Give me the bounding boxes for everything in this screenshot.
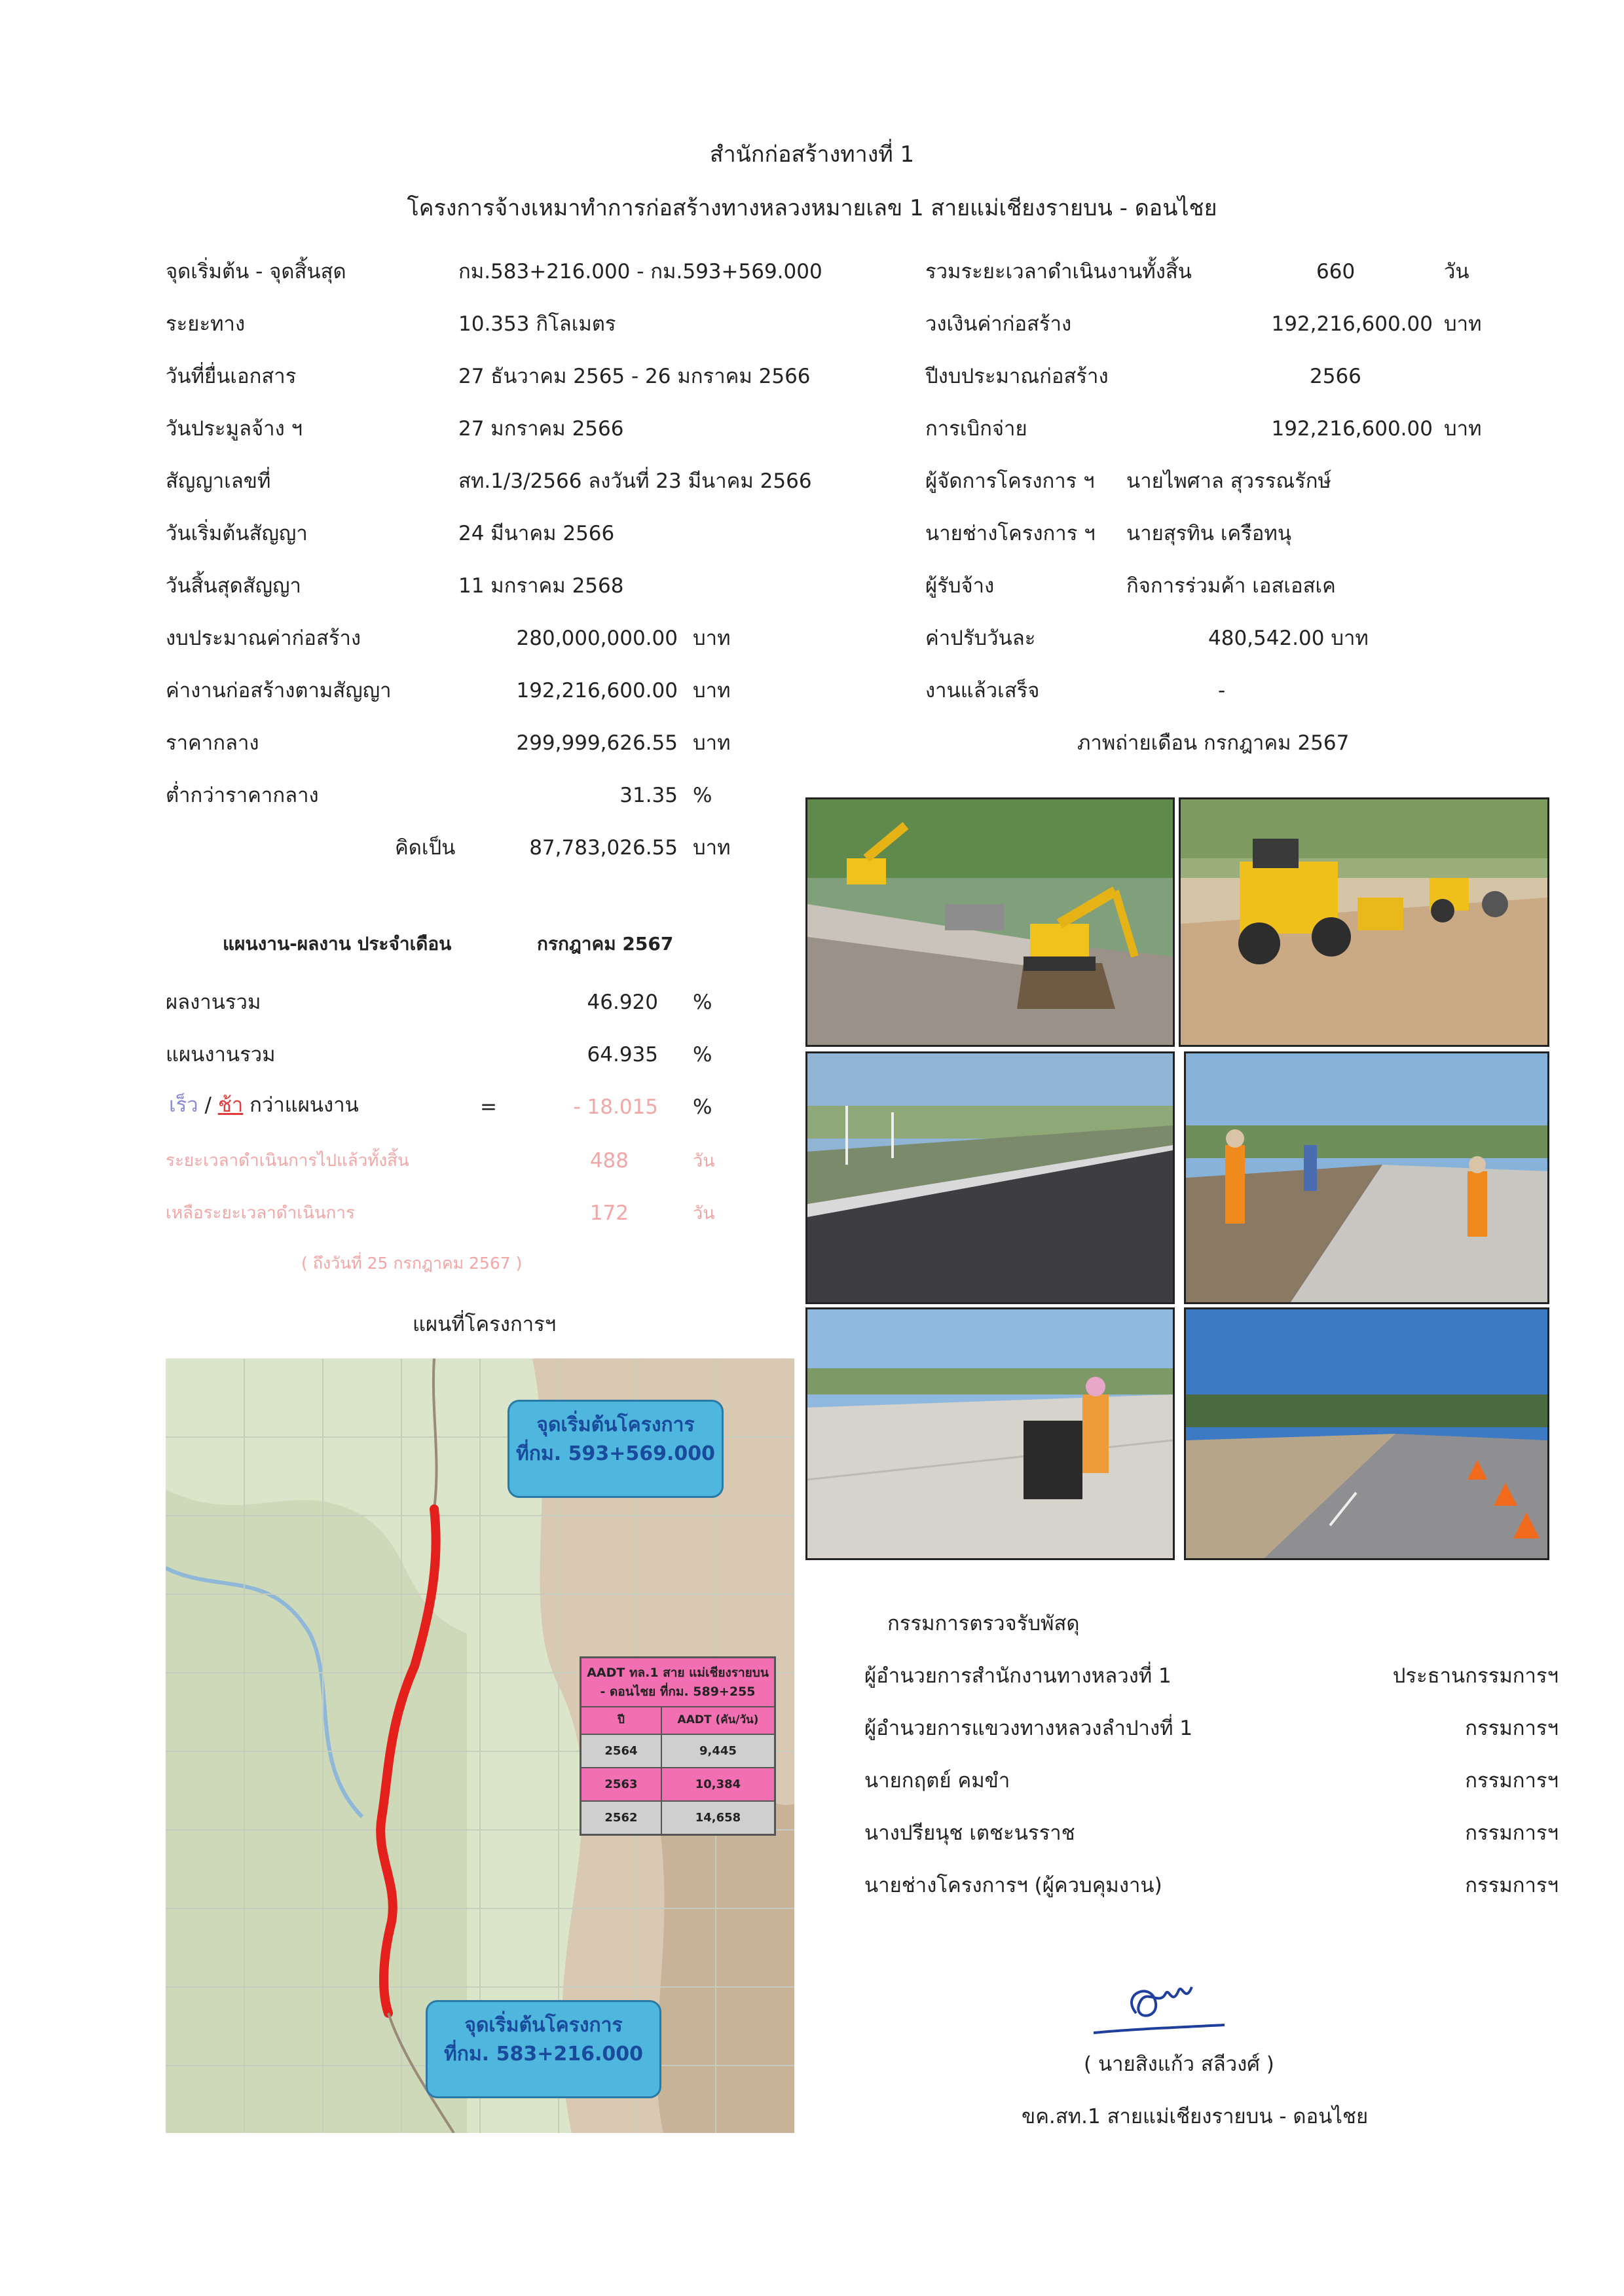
right-info-value: 2566 <box>1310 365 1361 388</box>
info-value: 11 มกราคม 2568 <box>458 574 624 598</box>
info-value: 10.353 กิโลเมตร <box>458 312 616 336</box>
progress-label: แผนงานรวม <box>166 1043 276 1066</box>
right-info-label: ค่าปรับวันละ <box>925 627 1036 650</box>
budget-unit: บาท <box>693 679 731 702</box>
right-info-label: ผู้รับจ้าง <box>925 574 995 598</box>
budget-unit: บาท <box>693 731 731 755</box>
info-label: วันที่ยื่นเอกสาร <box>166 365 297 388</box>
info-label: สัญญาเลขที่ <box>166 469 271 493</box>
photo-concrete-road-machine <box>805 1307 1175 1560</box>
budget-unit: % <box>693 784 712 807</box>
right-info-value: 480,542.00 บาท <box>1208 627 1369 650</box>
aadt-title: AADT ทล.1 สาย แม่เชียงรายบน - ดอนไชย ที่กม. 589+255 <box>581 1658 774 1707</box>
progress-unit: % <box>693 1043 712 1066</box>
aadt-header-row <box>581 1707 774 1735</box>
remaining-label: เหลือระยะเวลาดำเนินการ <box>166 1203 355 1223</box>
committee-member-role: กรรมการฯ <box>1465 1874 1559 1897</box>
as-of-date: ( ถึงวันที่ 25 กรกฎาคม 2567 ) <box>301 1254 523 1273</box>
right-info-unit: วัน <box>1444 260 1469 283</box>
progress-diff-label <box>169 1093 359 1118</box>
aadt-year: 2564 <box>581 1735 662 1767</box>
progress-month: กรกฎาคม 2567 <box>537 933 674 955</box>
signature-name: ( นายสิงแก้ว สลีวงศ์ ) <box>1084 2052 1274 2076</box>
budget-label: คิดเป็น <box>395 836 456 860</box>
elapsed-value: 488 <box>589 1149 629 1173</box>
map-start-callout <box>507 1400 724 1498</box>
diff-unit: % <box>693 1095 712 1119</box>
aadt-value: 14,658 <box>695 1810 741 1825</box>
progress-unit: % <box>693 991 712 1014</box>
info-label: วันเริ่มต้นสัญญา <box>166 522 308 545</box>
map-end-callout <box>426 2000 661 2098</box>
callout-line: จุดเริ่มต้นโครงการ <box>464 2014 623 2037</box>
progress-value: 64.935 <box>587 1043 658 1066</box>
budget-value: 192,216,600.00 <box>516 679 678 702</box>
right-info-value: 192,216,600.00 <box>1271 417 1433 441</box>
info-value: สท.1/3/2566 ลงวันที่ 23 มีนาคม 2566 <box>458 469 812 493</box>
right-info-label: งานแล้วเสร็จ <box>925 679 1040 702</box>
budget-value: 280,000,000.00 <box>516 627 678 650</box>
aadt-row <box>581 1735 774 1768</box>
info-label: วันสิ้นสุดสัญญา <box>166 574 301 598</box>
aadt-row <box>581 1768 774 1802</box>
info-label: จุดเริ่มต้น - จุดสิ้นสุด <box>166 260 346 283</box>
diff-equals: = <box>480 1095 497 1119</box>
callout-line: ที่กม. 583+216.000 <box>444 2042 643 2066</box>
info-value: 24 มีนาคม 2566 <box>458 522 615 545</box>
committee-member-name: นางปรียนุช เตชะนรราช <box>864 1821 1075 1845</box>
committee-member-role: กรรมการฯ <box>1465 1769 1559 1793</box>
remaining-value: 172 <box>589 1201 629 1225</box>
info-value: กม.583+216.000 - กม.593+569.000 <box>458 260 822 283</box>
right-info-value: กิจการร่วมค้า เอสเอสเค <box>1126 574 1336 598</box>
remaining-unit: วัน <box>693 1203 715 1224</box>
budget-label: ต่ำกว่าราคากลาง <box>166 784 319 807</box>
right-info-label: ปีงบประมาณก่อสร้าง <box>925 365 1109 388</box>
diff-value: - 18.015 <box>573 1095 658 1119</box>
budget-value: 299,999,626.55 <box>516 731 678 755</box>
info-value: 27 ธันวาคม 2565 - 26 มกราคม 2566 <box>458 365 811 388</box>
right-info-value: 660 <box>1316 260 1356 283</box>
project-title: โครงการจ้างเหมาทำการก่อสร้างทางหลวงหมายเลข 1 สายแม่เชียงรายบน - ดอนไชย <box>407 195 1217 221</box>
budget-label: งบประมาณค่าก่อสร้าง <box>166 627 361 650</box>
budget-value: 31.35 <box>619 784 678 807</box>
committee-heading: กรรมการตรวจรับพัสดุ <box>887 1612 1080 1635</box>
right-info-label: การเบิกจ่าย <box>925 417 1027 441</box>
info-value: 27 มกราคม 2566 <box>458 417 624 441</box>
photos-caption: ภาพถ่ายเดือน กรกฎาคม 2567 <box>1077 731 1350 755</box>
callout-line: จุดเริ่มต้นโครงการ <box>536 1413 695 1436</box>
aadt-row <box>581 1802 774 1834</box>
right-info-unit: บาท <box>1444 312 1482 336</box>
office-title: สำนักก่อสร้างทางที่ 1 <box>709 141 915 168</box>
right-info-label: นายช่างโครงการ ฯ <box>925 522 1096 545</box>
aadt-value: 10,384 <box>695 1777 741 1791</box>
map-title: แผนที่โครงการฯ <box>413 1313 557 1336</box>
budget-unit: บาท <box>693 627 731 650</box>
info-label: วันประมูลจ้าง ฯ <box>166 417 303 441</box>
budget-value: 87,783,026.55 <box>529 836 678 860</box>
slow-word: ช้า <box>217 1093 244 1117</box>
elapsed-label: ระยะเวลาดำเนินการไปแล้วทั้งสิ้น <box>166 1151 409 1171</box>
photo-asphalt-road <box>805 1051 1175 1304</box>
elapsed-unit: วัน <box>693 1151 715 1171</box>
aadt-year: 2563 <box>581 1768 662 1800</box>
aadt-value: 9,445 <box>699 1743 737 1758</box>
right-info-label: วงเงินค่าก่อสร้าง <box>925 312 1072 336</box>
aadt-table <box>580 1656 776 1836</box>
info-label: ระยะทาง <box>166 312 246 336</box>
signature-mark <box>1074 1967 1231 2059</box>
committee-member-role: กรรมการฯ <box>1465 1717 1559 1740</box>
committee-member-role: ประธานกรรมการฯ <box>1392 1664 1559 1688</box>
right-info-value: - <box>1218 679 1226 702</box>
photo-grader <box>1179 797 1549 1047</box>
budget-label: ค่างานก่อสร้างตามสัญญา <box>166 679 392 702</box>
right-info-label: ผู้จัดการโครงการ ฯ <box>925 469 1095 493</box>
committee-member-role: กรรมการฯ <box>1465 1821 1559 1845</box>
right-info-unit: บาท <box>1444 417 1482 441</box>
progress-label: ผลงานรวม <box>166 991 261 1014</box>
callout-line: ที่กม. 593+569.000 <box>516 1442 715 1465</box>
fast-word: เร็ว <box>169 1093 198 1117</box>
right-info-value: 192,216,600.00 <box>1271 312 1433 336</box>
right-info-value: นายสุรทิน เครือทนุ <box>1126 522 1292 545</box>
aadt-col-value: AADT (คัน/วัน) <box>677 1713 759 1726</box>
committee-member-name: ผู้อำนวยการสำนักงานทางหลวงที่ 1 <box>864 1664 1172 1688</box>
progress-heading: แผนงาน-ผลงาน ประจำเดือน <box>223 933 452 955</box>
signature-position: ขค.สท.1 สายแม่เชียงรายบน - ดอนไชย <box>1022 2105 1369 2128</box>
progress-value: 46.920 <box>587 991 658 1014</box>
right-info-label: รวมระยะเวลาดำเนินงานทั้งสิ้น <box>925 260 1192 283</box>
right-info-value: นายไพศาล สุวรรณรักษ์ <box>1126 469 1331 493</box>
photo-road-cones <box>1184 1307 1549 1560</box>
committee-member-name: นายกฤตย์ คมขำ <box>864 1769 1010 1793</box>
committee-member-name: นายช่างโครงการฯ (ผู้ควบคุมงาน) <box>864 1874 1162 1897</box>
photo-concrete-workers <box>1184 1051 1549 1304</box>
aadt-year: 2562 <box>581 1802 662 1834</box>
slash: / <box>204 1093 212 1117</box>
budget-label: ราคากลาง <box>166 731 259 755</box>
diff-rest: กว่าแผนงาน <box>249 1093 359 1117</box>
committee-member-name: ผู้อำนวยการแขวงทางหลวงลำปางที่ 1 <box>864 1717 1193 1740</box>
aadt-col-year: ปี <box>581 1707 662 1734</box>
photo-excavator <box>805 797 1175 1047</box>
budget-unit: บาท <box>693 836 731 860</box>
